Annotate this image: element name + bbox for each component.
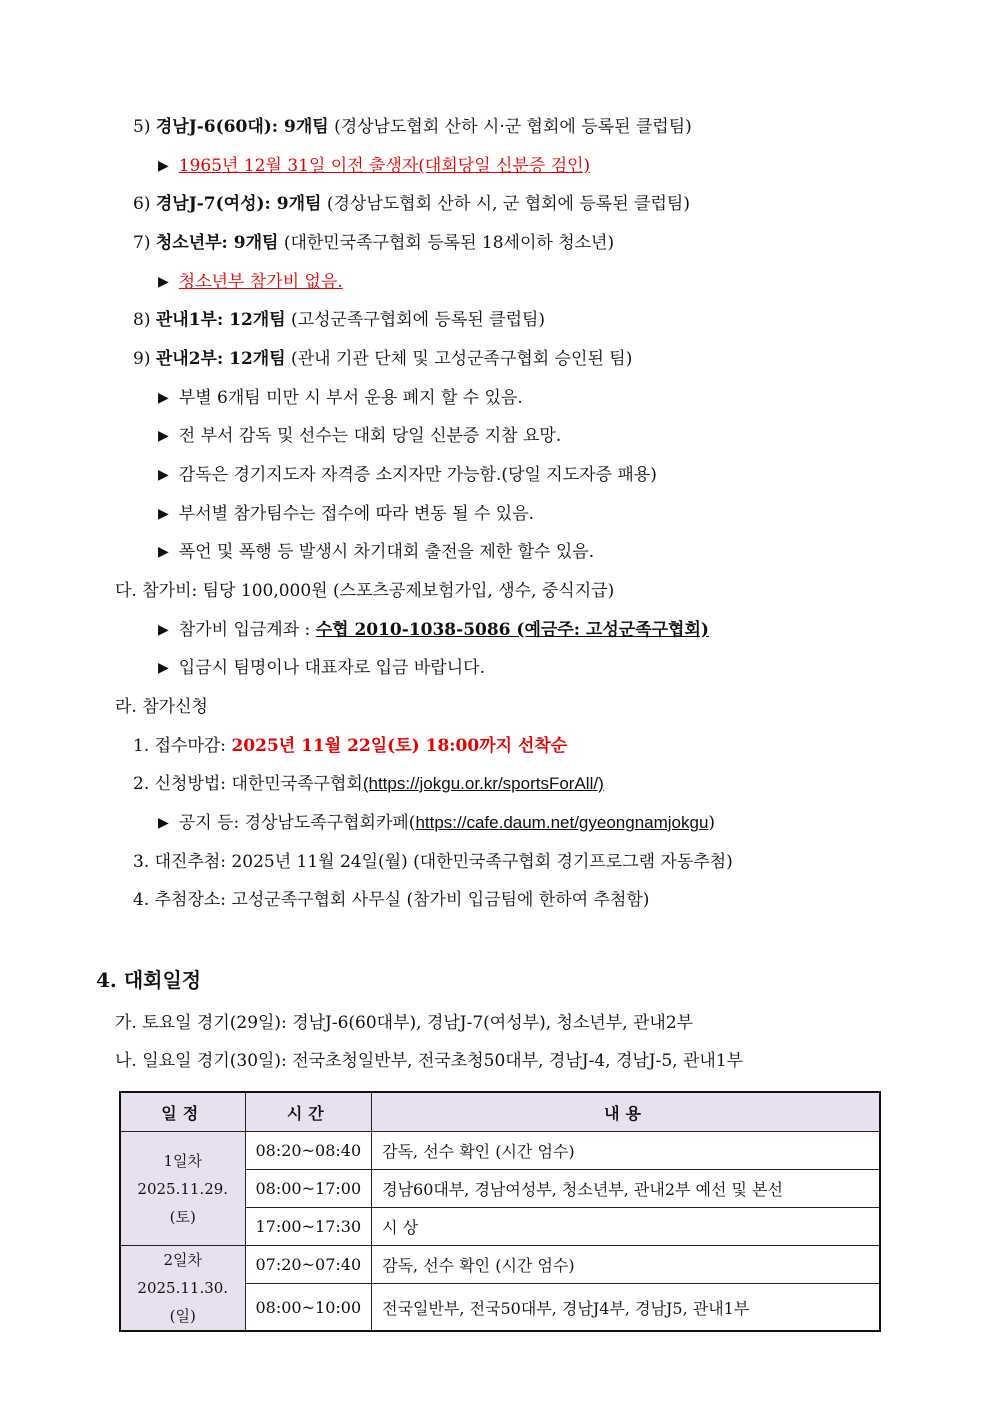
bullet-icon: ▶ — [158, 506, 169, 522]
note-text: 부별 6개팀 미만 시 부서 운용 폐지 할 수 있음. — [178, 388, 523, 408]
schedule-table — [119, 1091, 881, 1332]
note-id-card — [158, 424, 561, 449]
item-number: 6) — [133, 194, 156, 214]
fee-note — [158, 656, 485, 681]
note-text: 폭언 및 폭행 등 발생시 차기대회 출전을 제한 할수 있음. — [178, 542, 595, 562]
apply-label: 2. 신청방법: 대한민국족구협회 — [133, 774, 363, 794]
item-number: 8) — [133, 310, 156, 330]
table-header-row — [120, 1092, 880, 1132]
row-time: 07:20~07:40 — [245, 1246, 372, 1284]
bullet-icon: ▶ — [158, 544, 169, 560]
section-application: 라. 참가신청 — [115, 697, 208, 717]
bullet-icon: ▶ — [158, 158, 169, 174]
sunday-games: 나. 일요일 경기(30일): 전국초청일반부, 전국초청50대부, 경남J-4, 경남J-5, 관내1부 — [115, 1051, 744, 1071]
draw-date: 3. 대진추첨: 2025년 11월 24일(월) (대한민국족구협회 경기프로그램 자동추첨) — [133, 852, 733, 872]
note-text: 부서별 참가팀수는 접수에 따라 변동 될 수 있음. — [178, 504, 535, 524]
saturday-games: 가. 토요일 경기(29일): 경남J-6(60대부), 경남J-7(여성부), 청소년부, 관내2부 — [115, 1013, 694, 1033]
cafe-link[interactable]: https://cafe.daum.net/gyeongnamjokgu — [415, 813, 709, 832]
item-title: 관내1부: 12개팀 — [155, 310, 286, 330]
item-title: 청소년부: 9개팀 — [155, 233, 279, 253]
item-desc: (경상남도협회 산하 시, 군 협회에 등록된 클럽팀) — [321, 194, 690, 214]
table-row — [120, 1246, 880, 1284]
notice-cafe — [158, 811, 715, 836]
apply-method — [133, 772, 604, 796]
row-time: 17:00~17:30 — [245, 1208, 372, 1246]
section-4-title: 4. 대회일정 — [96, 968, 202, 992]
account-number: 수협 2010-1038-5086 (예금주: 고성군족구협회) — [315, 620, 709, 640]
bullet-icon: ▶ — [158, 390, 169, 406]
item-desc: (경상남도협회 산하 시·군 협회에 등록된 클럽팀) — [328, 117, 692, 137]
item-5 — [133, 115, 692, 139]
row-content: 감독, 선수 확인 (시간 엄수) — [372, 1132, 880, 1170]
row-content: 시 상 — [372, 1208, 880, 1246]
bullet-icon: ▶ — [158, 467, 169, 483]
day1-dow: (토) — [169, 1207, 196, 1226]
row-content: 경남60대부, 경남여성부, 청소년부, 관내2부 예선 및 본선 — [372, 1170, 880, 1208]
row-content: 감독, 선수 확인 (시간 엄수) — [372, 1246, 880, 1284]
row-time: 08:20~08:40 — [245, 1132, 372, 1170]
section-fee: 다. 참가비: 팀당 100,000원 (스포츠공제보험가입, 생수, 중식지급) — [115, 581, 615, 601]
draw-place: 4. 추첨장소: 고성군족구협회 사무실 (참가비 입금팀에 한하여 추첨함) — [133, 890, 650, 910]
item-number: 9) — [133, 349, 156, 369]
item-desc: (고성군족구협회에 등록된 클럽팀) — [285, 310, 546, 330]
deadline — [133, 734, 567, 758]
note-text: 전 부서 감독 및 선수는 대회 당일 신분증 지참 요망. — [178, 426, 562, 446]
header-time: 시간 — [245, 1092, 372, 1132]
note-text: 입금시 팀명이나 대표자로 입금 바랍니다. — [178, 658, 485, 678]
note-youth-fee — [158, 270, 343, 295]
note-team-count — [158, 502, 534, 527]
table-row — [120, 1132, 880, 1170]
note-birth — [158, 154, 590, 179]
day2-date: 2025.11.30. — [137, 1279, 229, 1297]
bullet-icon: ▶ — [158, 660, 169, 676]
deadline-label: 1. 접수마감: — [133, 736, 232, 756]
item-8 — [133, 308, 545, 332]
item-title: 관내2부: 12개팀 — [155, 349, 286, 369]
account-label: 참가비 입금계좌 : — [178, 620, 316, 640]
cafe-close-paren: ) — [708, 813, 716, 833]
note-conduct — [158, 540, 594, 565]
fee-account — [158, 618, 709, 643]
item-desc: (대한민국족구협회 등록된 18세이하 청소년) — [278, 233, 615, 253]
bullet-icon: ▶ — [158, 428, 169, 444]
jokgu-link[interactable]: (https://jokgu.or.kr/sportsForAll/) — [362, 774, 604, 793]
item-6 — [133, 192, 690, 216]
item-9 — [133, 347, 632, 371]
day2-dow: (일) — [169, 1307, 196, 1325]
day1-cell — [120, 1132, 245, 1246]
cafe-label: 공지 등: 경상남도족구협회카페( — [178, 813, 416, 833]
day2-cell — [120, 1246, 245, 1332]
row-content: 전국일반부, 전국50대부, 경남J4부, 경남J5, 관내1부 — [372, 1284, 880, 1331]
note-coach — [158, 463, 657, 488]
row-time: 08:00~17:00 — [245, 1170, 372, 1208]
day1-label: 1일차 — [163, 1151, 203, 1170]
item-7 — [133, 231, 614, 255]
bullet-icon: ▶ — [158, 274, 169, 290]
day1-date: 2025.11.29. — [137, 1179, 229, 1198]
note-text: 청소년부 참가비 없음. — [178, 272, 343, 292]
note-text: 1965년 12월 31일 이전 출생자(대회당일 신분증 검인) — [178, 156, 591, 176]
item-number: 5) — [133, 117, 156, 137]
deadline-value: 2025년 11월 22일(토) 18:00까지 선착순 — [231, 736, 568, 756]
note-text: 감독은 경기지도자 자격증 소지자만 가능함.(당일 지도자증 패용) — [178, 465, 657, 485]
header-content: 내용 — [372, 1092, 880, 1132]
item-title: 경남J-6(60대): 9개팀 — [155, 117, 329, 137]
item-title: 경남J-7(여성): 9개팀 — [155, 194, 322, 214]
note-min-teams — [158, 386, 523, 411]
day2-label: 2일차 — [163, 1251, 203, 1269]
row-time: 08:00~10:00 — [245, 1284, 372, 1331]
bullet-icon: ▶ — [158, 622, 169, 638]
bullet-icon: ▶ — [158, 815, 169, 831]
item-desc: (관내 기관 단체 및 고성군족구협회 승인된 팀) — [285, 349, 633, 369]
header-schedule: 일정 — [120, 1092, 245, 1132]
item-number: 7) — [133, 233, 156, 253]
